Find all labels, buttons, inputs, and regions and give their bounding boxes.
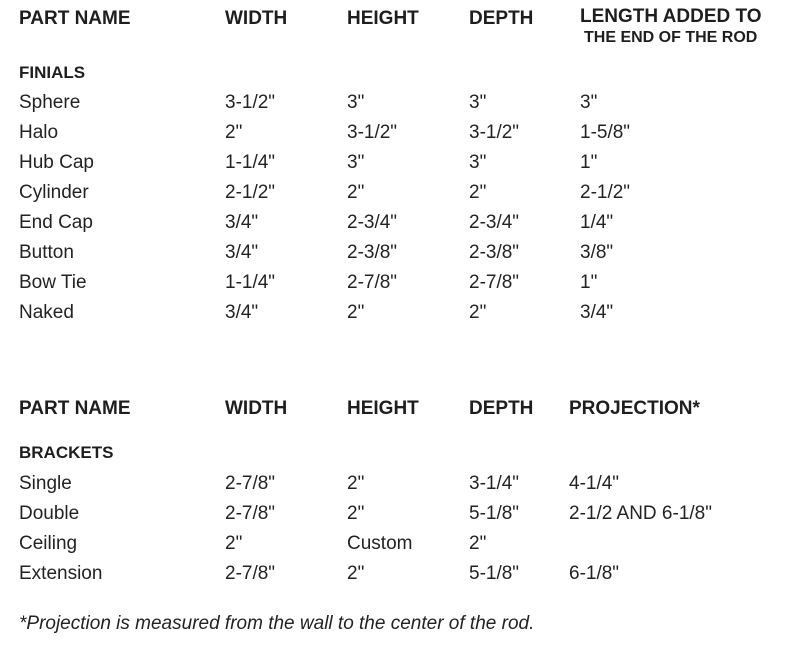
col-header-height: HEIGHT	[347, 398, 419, 419]
table-cell: 3"	[347, 92, 365, 113]
table-cell: 2"	[347, 473, 365, 494]
col-header-width: WIDTH	[225, 8, 288, 29]
table-cell: 1-1/4"	[225, 152, 276, 173]
table-cell: 2-1/2"	[225, 182, 276, 203]
row-part-name: Ceiling	[19, 533, 78, 554]
table-cell: 2"	[225, 122, 243, 143]
table-cell: 2-7/8"	[225, 503, 276, 524]
row-part-name: Naked	[19, 302, 74, 323]
row-part-name: Button	[19, 242, 74, 263]
table-cell: 1-5/8"	[580, 122, 631, 143]
table-cell: 2"	[347, 302, 365, 323]
table-cell: 4-1/4"	[569, 473, 620, 494]
table-cell: 2-7/8"	[469, 272, 520, 293]
table-cell: 2-1/2 AND 6-1/8"	[569, 503, 712, 524]
table-cell: 3-1/2"	[347, 122, 398, 143]
col-header-height: HEIGHT	[347, 8, 419, 29]
footnote: *Projection is measured from the wall to the center of the rod.	[19, 613, 535, 634]
table-cell: 3"	[347, 152, 365, 173]
row-part-name: Extension	[19, 563, 103, 584]
section-label-brackets: BRACKETS	[19, 443, 114, 462]
table-cell: 2-7/8"	[225, 473, 276, 494]
table-cell: 2-7/8"	[347, 272, 398, 293]
table-cell: Custom	[347, 533, 413, 554]
table-cell: 2-3/8"	[469, 242, 520, 263]
table-cell: 3-1/2"	[469, 122, 520, 143]
col-header-projection: PROJECTION*	[569, 398, 700, 419]
row-part-name: Single	[19, 473, 72, 494]
table-cell: 2"	[347, 182, 365, 203]
row-part-name: Hub Cap	[19, 152, 94, 173]
table-cell: 3/4"	[225, 302, 259, 323]
col-header-length-added-line2: THE END OF THE ROD	[584, 29, 758, 46]
table-cell: 3"	[469, 152, 487, 173]
table-cell: 2-1/2"	[580, 182, 631, 203]
table-cell: 1"	[580, 152, 598, 173]
col-header-depth: DEPTH	[469, 398, 534, 419]
table-cell: 3"	[469, 92, 487, 113]
table-cell: 2-3/8"	[347, 242, 398, 263]
col-header-length-added: LENGTH ADDED TO	[580, 6, 762, 27]
table-cell: 1"	[580, 272, 598, 293]
row-part-name: End Cap	[19, 212, 93, 233]
table-cell: 2"	[469, 182, 487, 203]
table-cell: 2-7/8"	[225, 563, 276, 584]
table-cell: 2"	[347, 503, 365, 524]
table-cell: 5-1/8"	[469, 503, 520, 524]
table-cell: 1/4"	[580, 212, 614, 233]
table-cell: 2"	[469, 533, 487, 554]
table-cell: 2"	[469, 302, 487, 323]
col-header-part-name: PART NAME	[19, 398, 131, 419]
table-cell: 3-1/4"	[469, 473, 520, 494]
table-cell: 3/4"	[225, 212, 259, 233]
table-cell: 3/4"	[225, 242, 259, 263]
col-header-part-name: PART NAME	[19, 8, 131, 29]
table-cell: 2"	[225, 533, 243, 554]
table-cell: 5-1/8"	[469, 563, 520, 584]
table-cell: 1-1/4"	[225, 272, 276, 293]
row-part-name: Cylinder	[19, 182, 89, 203]
table-cell: 2"	[347, 563, 365, 584]
table-cell: 2-3/4"	[469, 212, 520, 233]
row-part-name: Double	[19, 503, 80, 524]
row-part-name: Halo	[19, 122, 59, 143]
table-cell: 3/4"	[580, 302, 614, 323]
table-cell: 6-1/8"	[569, 563, 620, 584]
col-header-depth: DEPTH	[469, 8, 534, 29]
table-cell: 3/8"	[580, 242, 614, 263]
table-cell: 3-1/2"	[225, 92, 276, 113]
row-part-name: Sphere	[19, 92, 81, 113]
col-header-width: WIDTH	[225, 398, 288, 419]
section-label-finials: FINIALS	[19, 63, 86, 82]
table-cell: 3"	[580, 92, 598, 113]
row-part-name: Bow Tie	[19, 272, 87, 293]
table-cell: 2-3/4"	[347, 212, 398, 233]
